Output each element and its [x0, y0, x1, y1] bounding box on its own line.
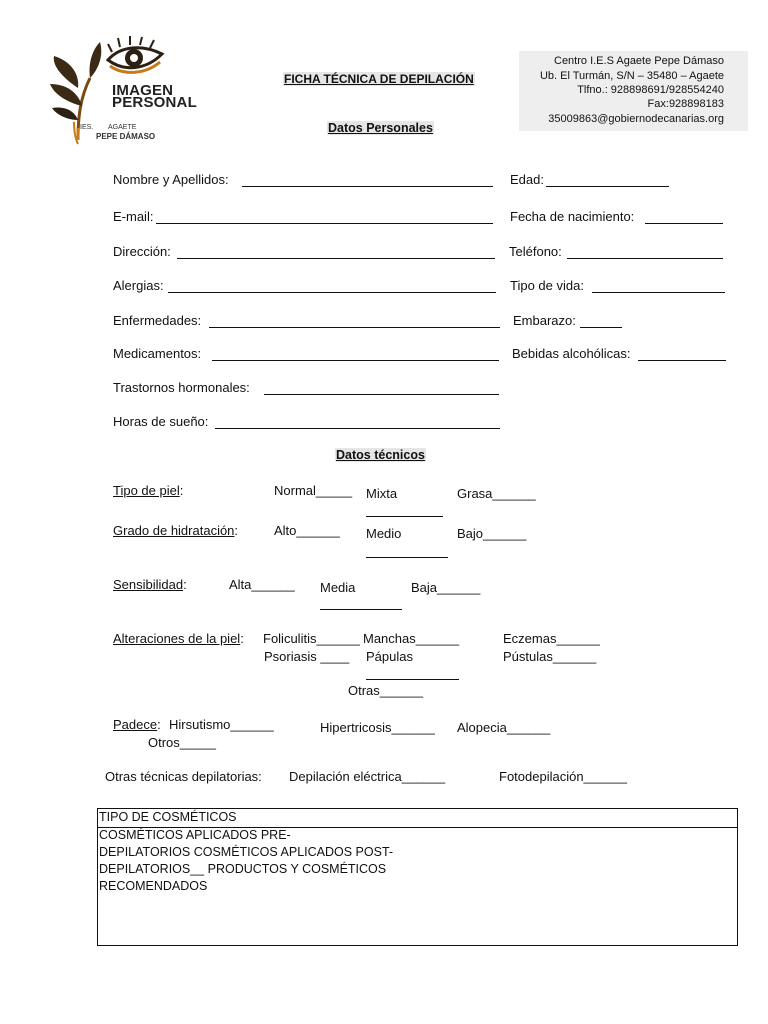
input-embarazo[interactable] — [580, 327, 622, 328]
option-fotodepilacion[interactable]: Fotodepilación______ — [499, 769, 627, 784]
option-foliculitis[interactable]: Foliculitis______ — [263, 631, 360, 646]
input-email[interactable] — [156, 223, 493, 224]
label-alteraciones: Alteraciones de la piel — [113, 631, 241, 646]
center-fax: Fax:928898183 — [647, 98, 724, 110]
label-tipo-vida: Tipo de vida: — [510, 278, 584, 293]
label-sensibilidad: Sensibilidad — [113, 577, 184, 592]
option-bajo[interactable]: Bajo______ — [457, 526, 527, 541]
logo-ies: IES. — [80, 124, 94, 131]
center-info-box — [519, 51, 748, 131]
cosmeticos-header: TIPO DE COSMÉTICOS — [98, 809, 737, 828]
label-enfermedades: Enfermedades: — [113, 313, 202, 328]
label-fecha-nacimiento: Fecha de nacimiento: — [510, 209, 635, 224]
option-alto[interactable]: Alto______ — [274, 523, 340, 538]
label-otras-tecnicas: Otras técnicas depilatorias: — [105, 769, 262, 784]
option-otros[interactable]: Otros_____ — [148, 735, 216, 750]
option-normal[interactable]: Normal_____ — [274, 483, 353, 498]
input-bebidas[interactable] — [638, 360, 726, 361]
option-media[interactable]: Media — [320, 580, 356, 595]
option-hirsutismo[interactable]: Hirsutismo______ — [169, 717, 274, 732]
label-embarazo: Embarazo: — [513, 313, 576, 328]
input-medicamentos[interactable] — [212, 360, 499, 361]
label-medicamentos: Medicamentos: — [113, 346, 202, 361]
center-email: 35009863@gobiernodecanarias.org — [548, 113, 724, 125]
colon: : — [183, 577, 187, 592]
cosmeticos-line: COSMÉTICOS APLICADOS PRE- — [99, 828, 291, 842]
input-telefono[interactable] — [567, 258, 723, 259]
option-medio[interactable]: Medio — [366, 526, 402, 541]
hidratacion-row — [113, 523, 238, 538]
input-media[interactable] — [320, 609, 402, 610]
center-phone: Tlfno.: 928898691/928554240 — [577, 84, 724, 96]
input-trastornos[interactable] — [264, 394, 499, 395]
input-enfermedades[interactable] — [209, 327, 500, 328]
colon: : — [240, 631, 244, 646]
option-mixta[interactable]: Mixta — [366, 486, 398, 501]
input-direccion[interactable] — [177, 258, 495, 259]
input-mixta[interactable] — [366, 516, 443, 517]
section-datos-personales: Datos Personales — [328, 121, 433, 135]
input-nombre[interactable] — [242, 186, 493, 187]
input-fecha-nacimiento[interactable] — [645, 223, 723, 224]
option-alta[interactable]: Alta______ — [229, 577, 295, 592]
option-papulas[interactable]: Pápulas — [366, 649, 413, 664]
label-email: E-mail: — [113, 209, 154, 224]
option-baja[interactable]: Baja______ — [411, 580, 481, 595]
logo-text-personal: PERSONAL — [112, 94, 197, 111]
cosmeticos-line: RECOMENDADOS — [99, 879, 208, 893]
label-padece: Padece — [113, 717, 158, 732]
input-alergias[interactable] — [168, 292, 496, 293]
logo-text-imagen: IMAGEN — [112, 82, 174, 99]
label-horas-sueno: Horas de sueño: — [113, 414, 209, 429]
cosmeticos-line: DEPILATORIOS COSMÉTICOS APLICADOS POST- — [99, 845, 394, 859]
label-edad: Edad: — [510, 172, 544, 187]
option-pustulas[interactable]: Pústulas______ — [503, 649, 597, 664]
page-title: FICHA TÉCNICA DE DEPILACIÓN — [284, 72, 474, 86]
center-address: Ub. El Turmán, S/N – 35480 – Agaete — [539, 70, 724, 82]
option-psoriasis[interactable]: Psoriasis ____ — [264, 649, 350, 664]
label-alergias: Alergias: — [113, 278, 164, 293]
option-depilacion-electrica[interactable]: Depilación eléctrica______ — [289, 769, 446, 784]
center-name: Centro I.E.S Agaete Pepe Dámaso — [554, 55, 724, 67]
tipo-piel-row — [113, 483, 183, 498]
sensibilidad-row — [113, 577, 187, 592]
alteraciones-row — [113, 631, 244, 646]
logo-school-agaete: AGAETE — [108, 124, 137, 131]
label-tipo-piel: Tipo de piel — [113, 483, 180, 498]
label-trastornos: Trastornos hormonales: — [113, 380, 250, 395]
input-medio[interactable] — [366, 557, 448, 558]
option-grasa[interactable]: Grasa______ — [457, 486, 536, 501]
input-papulas[interactable] — [366, 679, 459, 680]
section-datos-tecnicos: Datos técnicos — [336, 448, 425, 462]
cosmeticos-line: DEPILATORIOS__ PRODUCTOS Y COSMÉTICOS — [99, 862, 387, 876]
option-manchas[interactable]: Manchas______ — [363, 631, 460, 646]
cosmeticos-table — [97, 808, 738, 946]
option-otras[interactable]: Otras______ — [348, 683, 424, 698]
label-direccion: Dirección: — [113, 244, 171, 259]
colon: : — [179, 483, 184, 498]
option-eczemas[interactable]: Eczemas______ — [503, 631, 600, 646]
padece-row — [113, 717, 161, 732]
input-edad[interactable] — [546, 186, 669, 187]
logo-school-name: PEPE DÁMASO — [96, 132, 156, 141]
colon: : — [157, 717, 161, 732]
label-nombre: Nombre y Apellidos: — [113, 172, 229, 187]
colon: : — [234, 523, 239, 538]
input-tipo-vida[interactable] — [592, 292, 725, 293]
option-alopecia[interactable]: Alopecia______ — [457, 720, 551, 735]
label-hidratacion: Grado de hidratación — [113, 523, 235, 538]
option-hipertricosis[interactable]: Hipertricosis______ — [320, 720, 435, 735]
input-horas-sueno[interactable] — [215, 428, 500, 429]
label-telefono: Teléfono: — [509, 244, 562, 259]
label-bebidas: Bebidas alcohólicas: — [512, 346, 631, 361]
